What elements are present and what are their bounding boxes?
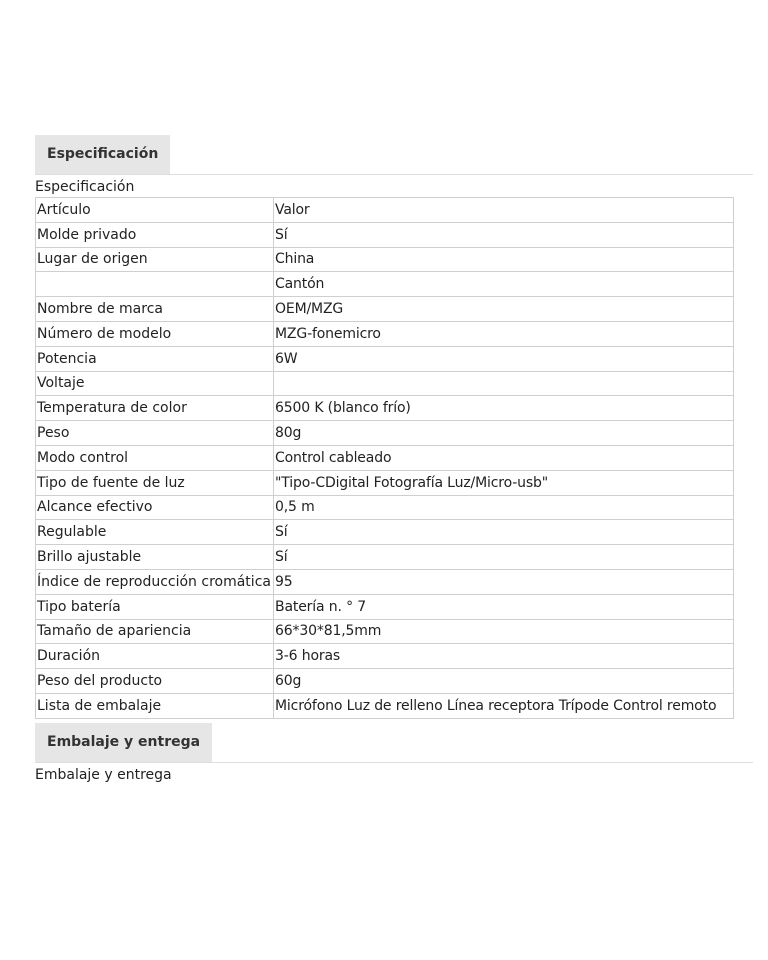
packaging-section: [35, 723, 753, 785]
spec-value-cell: 3-6 horas: [274, 644, 734, 669]
table-row: [36, 247, 734, 272]
spec-key-cell: Modo control: [36, 445, 274, 470]
table-row: [36, 445, 734, 470]
packaging-caption: Embalaje y entrega: [35, 767, 172, 783]
table-row: [36, 321, 734, 346]
spec-value-cell: 6W: [274, 346, 734, 371]
section-divider: [35, 174, 753, 175]
spec-key-cell: Índice de reproducción cromática: [36, 569, 274, 594]
spec-value-cell: Sí: [274, 520, 734, 545]
spec-key-cell: Peso: [36, 421, 274, 446]
table-row: [36, 594, 734, 619]
spec-value-cell: 66*30*81,5mm: [274, 619, 734, 644]
table-row: [36, 669, 734, 694]
spec-key-cell: Tipo de fuente de luz: [36, 470, 274, 495]
spec-value-cell: Sí: [274, 222, 734, 247]
spec-value-cell: [274, 371, 734, 396]
spec-key-cell: Alcance efectivo: [36, 495, 274, 520]
table-row: [36, 520, 734, 545]
spec-value-cell: 80g: [274, 421, 734, 446]
table-row: [36, 495, 734, 520]
table-row: [36, 644, 734, 669]
table-row: [36, 297, 734, 322]
table-row: [36, 619, 734, 644]
spec-key-cell: Duración: [36, 644, 274, 669]
table-row: [36, 371, 734, 396]
spec-key-cell: Potencia: [36, 346, 274, 371]
spec-key-cell: Lugar de origen: [36, 247, 274, 272]
table-row: [36, 421, 734, 446]
spec-value-cell: Valor: [274, 198, 734, 223]
spec-key-cell: Temperatura de color: [36, 396, 274, 421]
spec-value-cell: 95: [274, 569, 734, 594]
spec-value-cell: MZG-fonemicro: [274, 321, 734, 346]
spec-value-cell: 0,5 m: [274, 495, 734, 520]
table-row: [36, 346, 734, 371]
packaging-tab[interactable]: Embalaje y entrega: [35, 723, 212, 762]
spec-key-cell: Voltaje: [36, 371, 274, 396]
table-row: [36, 198, 734, 223]
spec-key-cell: Nombre de marca: [36, 297, 274, 322]
specification-table: [35, 197, 734, 719]
spec-value-cell: Sí: [274, 545, 734, 570]
specification-rows: [36, 198, 734, 719]
spec-key-cell: Peso del producto: [36, 669, 274, 694]
spec-key-cell: Artículo: [36, 198, 274, 223]
table-row: [36, 396, 734, 421]
spec-value-cell: OEM/MZG: [274, 297, 734, 322]
spec-value-cell: Batería n. ° 7: [274, 594, 734, 619]
table-row: [36, 272, 734, 297]
spec-key-cell: Tipo batería: [36, 594, 274, 619]
spec-value-cell: "Tipo-CDigital Fotografía Luz/Micro-usb": [274, 470, 734, 495]
spec-value-cell: 6500 K (blanco frío): [274, 396, 734, 421]
table-row: [36, 545, 734, 570]
section-divider: [35, 762, 753, 763]
spec-key-cell: [36, 272, 274, 297]
table-row: [36, 470, 734, 495]
spec-value-cell: Control cableado: [274, 445, 734, 470]
spec-key-cell: Regulable: [36, 520, 274, 545]
specification-tab[interactable]: Especificación: [35, 135, 170, 174]
table-row: [36, 222, 734, 247]
specification-caption: Especificación: [35, 179, 135, 195]
specification-section: [35, 135, 753, 719]
spec-value-cell: 60g: [274, 669, 734, 694]
spec-key-cell: Tamaño de apariencia: [36, 619, 274, 644]
spec-key-cell: Número de modelo: [36, 321, 274, 346]
spec-key-cell: Molde privado: [36, 222, 274, 247]
table-row: [36, 693, 734, 718]
spec-key-cell: Brillo ajustable: [36, 545, 274, 570]
spec-value-cell: China: [274, 247, 734, 272]
spec-value-cell: Micrófono Luz de relleno Línea receptora Trípode Control remoto: [274, 693, 734, 718]
spec-value-cell: Cantón: [274, 272, 734, 297]
table-row: [36, 569, 734, 594]
spec-key-cell: Lista de embalaje: [36, 693, 274, 718]
